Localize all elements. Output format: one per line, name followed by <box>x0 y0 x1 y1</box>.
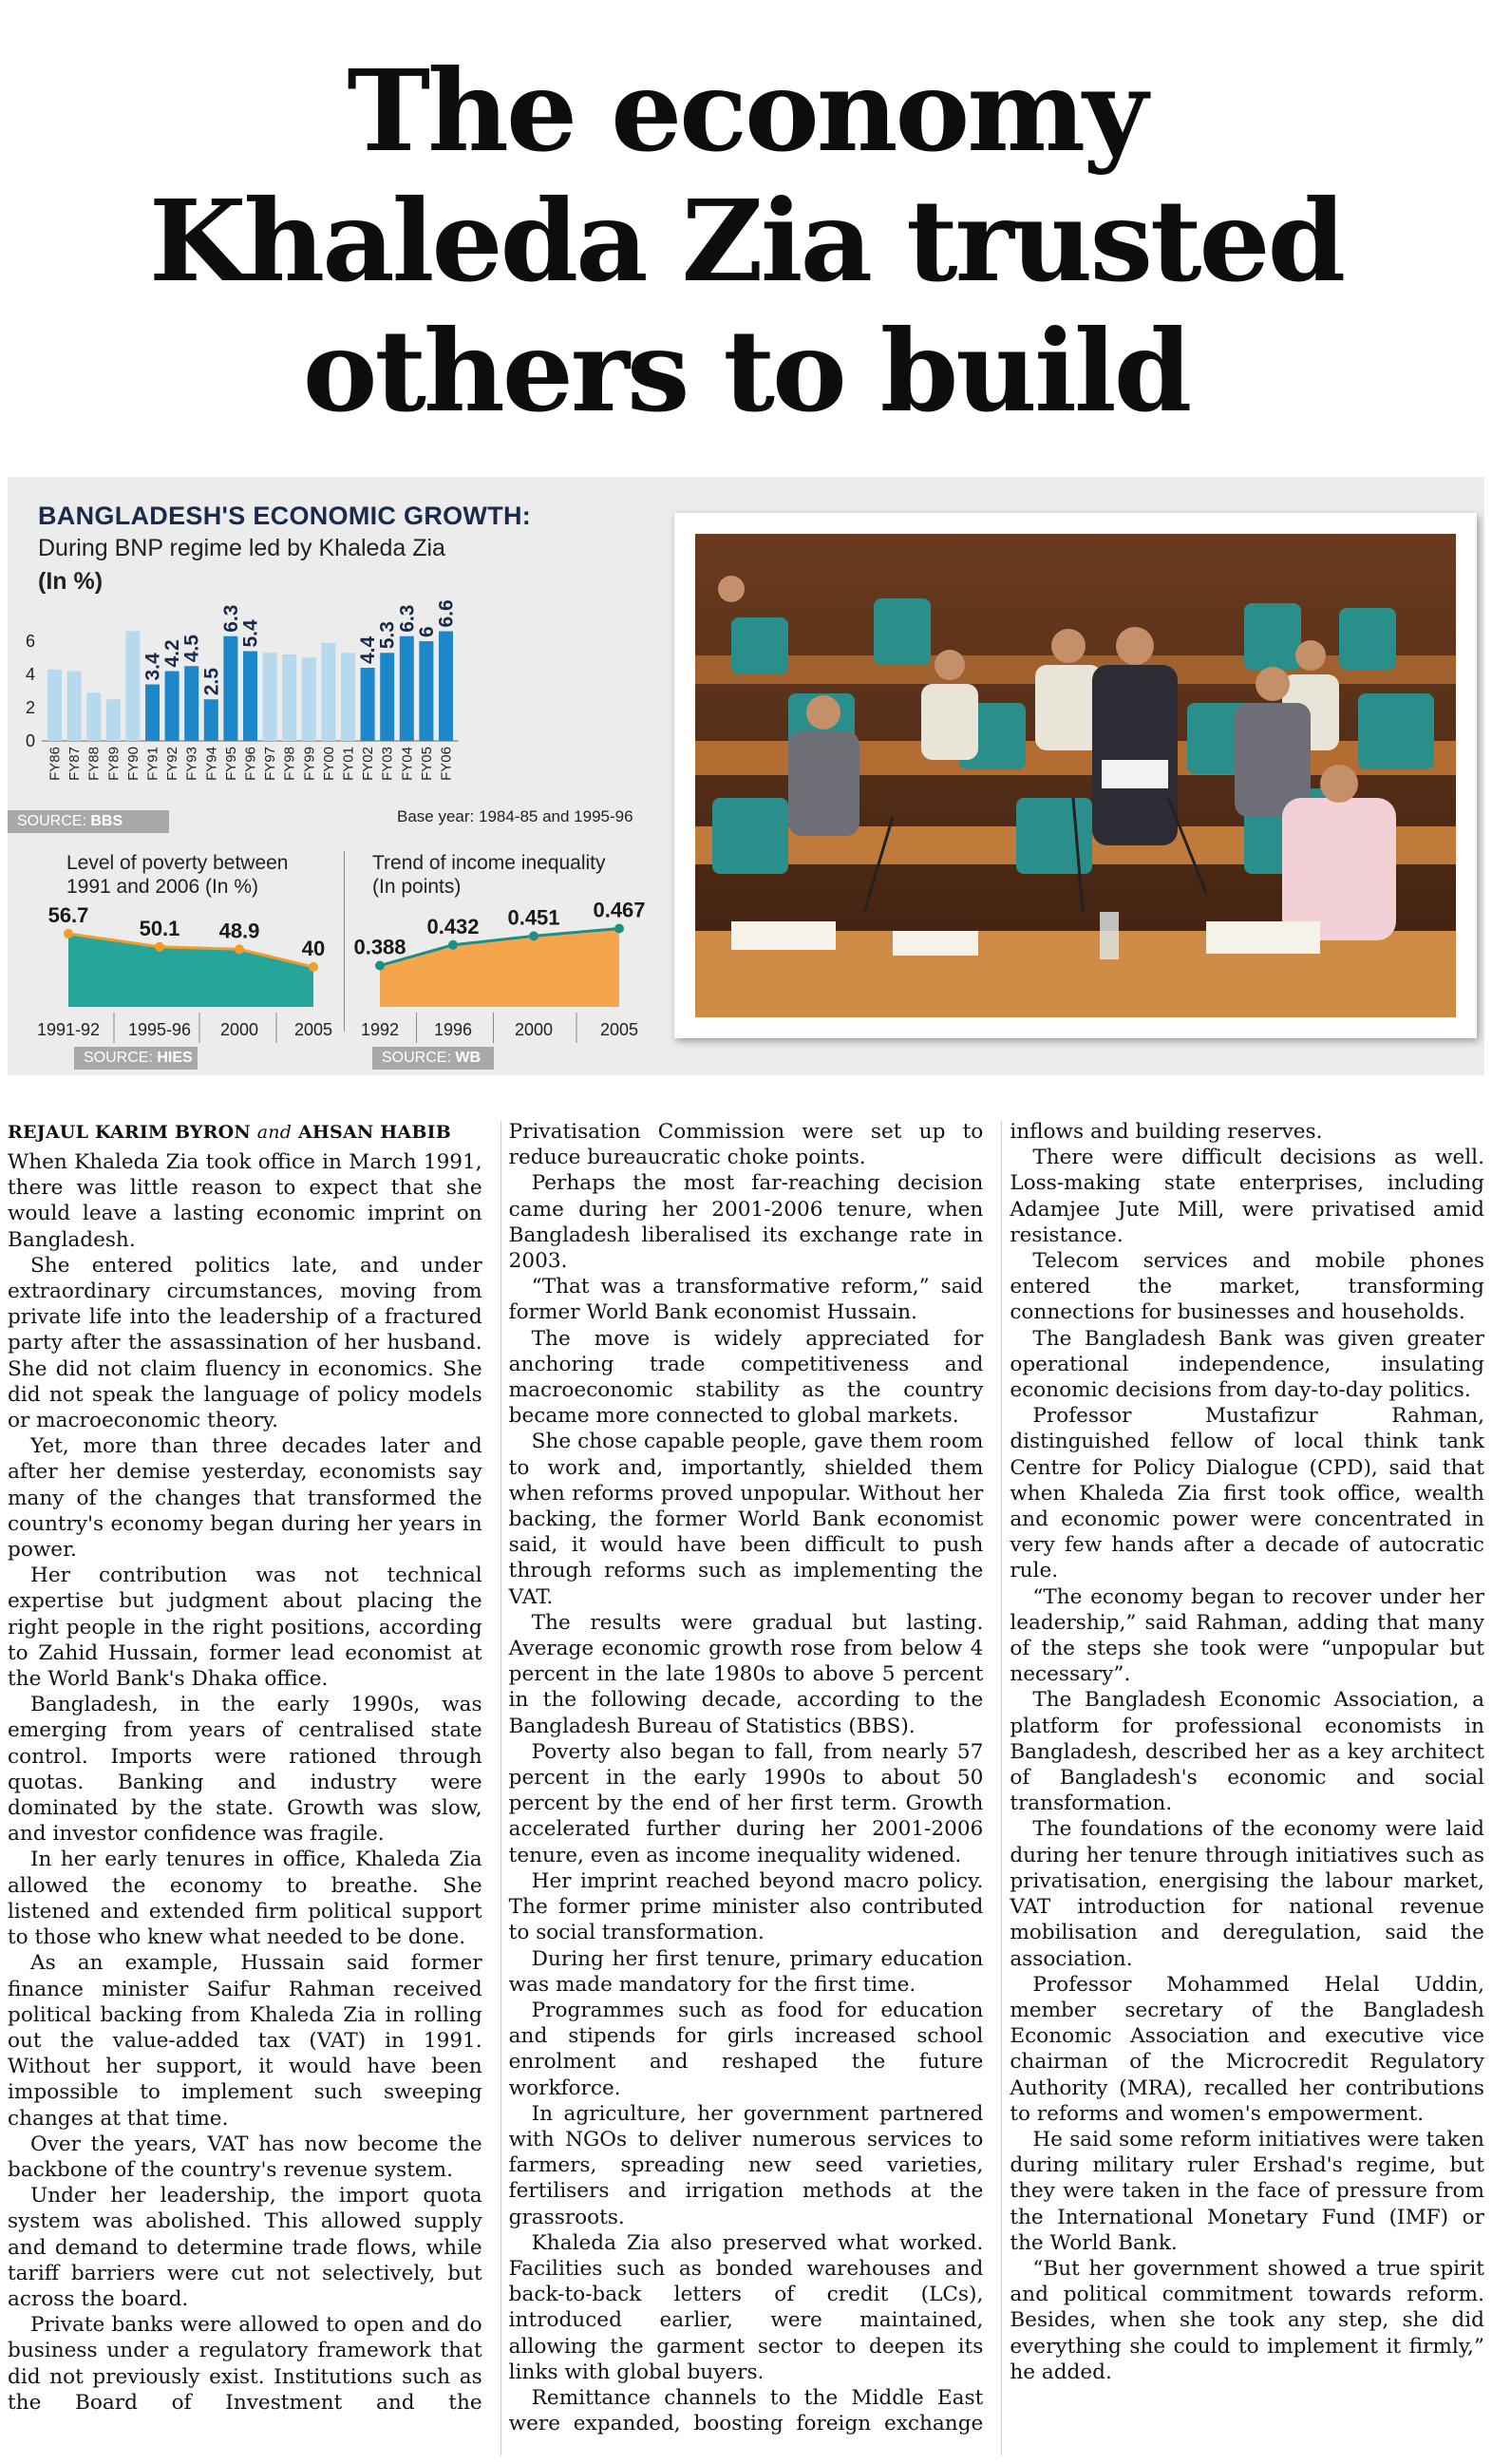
headline-line: The economy <box>347 45 1145 177</box>
data-label: 0.388 <box>353 935 406 959</box>
article-paragraph: Yet, more than three decades later and after her demise yesterday, economists say many of the changes that transformed the country's economy began during her years in power. <box>8 1434 482 1563</box>
data-point <box>614 923 624 933</box>
data-label: 6.3 <box>219 604 242 633</box>
article-paragraph: The Bangladesh Bank was given greater operational independence, insulating economic decisions from day-to-day politics. <box>1010 1326 1484 1403</box>
growth-bar <box>106 699 121 741</box>
data-label: 6.6 <box>435 599 458 628</box>
article-paragraph: There were difficult decisions as well. Loss-making state enterprises, including Adamjee Jute Mill, were privatised amid resistance. <box>1010 1146 1484 1247</box>
data-label: 48.9 <box>218 919 260 943</box>
y-tick-label: 6 <box>25 632 36 651</box>
parliament-photo-image <box>674 513 1477 1038</box>
byline-author: REJAUL KARIM BYRON <box>8 1122 251 1143</box>
growth-bar <box>282 654 296 741</box>
x-tick-label: FY99 <box>301 747 318 781</box>
x-tick-label: 1992 <box>360 1020 400 1039</box>
data-label: 5.3 <box>376 621 399 650</box>
inequality-chart-title <box>372 851 606 899</box>
y-tick-label: 0 <box>25 731 36 750</box>
x-tick-label: FY95 <box>222 747 239 781</box>
article-paragraph: Her contribution was not technical expertise but judgment about placing the right people in the right positions, according to Zahid Hussain, former lead economist at the World Bank's Dhaka office. <box>8 1564 482 1692</box>
area-fill <box>68 934 313 1007</box>
x-tick-label: FY01 <box>340 747 357 781</box>
x-tick-label: FY96 <box>242 747 259 781</box>
article-paragraph: Programmes such as food for education and stipends for girls increased school enrolment and reshaped the future workforce. <box>508 1998 984 2100</box>
growth-bar <box>125 632 140 742</box>
x-tick-label: 1991-92 <box>36 1020 101 1039</box>
byline-author: AHSAN HABIB <box>297 1122 451 1143</box>
data-label: 0.451 <box>507 905 560 930</box>
growth-bar <box>243 652 257 742</box>
article-paragraph: Poverty also began to fall, from nearly 57 percent in the early 1990s to about 50 percent by the end of her first term. Growth accelerated further during her 2001-2006 tenure, even as income inequality widened. <box>508 1739 984 1867</box>
article-paragraph: Under her leadership, the import quota system was abolished. This allowed supply and demand to determine trade flows, while tariff barriers were cut not selectively, but across the board. <box>8 2184 482 2311</box>
poverty-title-line: Level of poverty between <box>66 852 289 874</box>
article-paragraph: Khaleda Zia also preserved what worked. Facilities such as bonded warehouses and back-to-back letters of credit (LCs), introduced earlier, were maintained, allowing the garment sector to deepen its links with global buyers. <box>508 2230 984 2384</box>
x-tick-label: FY91 <box>144 747 161 781</box>
data-label: 0.432 <box>426 914 480 938</box>
growth-bar <box>400 636 414 741</box>
inequality-area-chart <box>344 902 657 1045</box>
article-paragraph: The move is widely appreciated for anchoring trade competitiveness and macroeconomic stability as the country became more connected to global markets. <box>508 1326 984 1429</box>
source-name: WB <box>455 1050 482 1066</box>
article-paragraph: Remittance channels to the Middle East were expanded, boosting foreign exchange inflows and building reserves. <box>508 1120 1323 2436</box>
data-label: 5.4 <box>239 619 262 648</box>
growth-source-tag <box>8 810 169 833</box>
growth-bar <box>204 699 218 741</box>
source-name: HIES <box>157 1050 193 1066</box>
article-paragraph: The results were gradual but lasting. Average economic growth rose from below 4 percent in the late 1980s to above 5 percent in the following decade, according to the Bangladesh Bureau of Statistics (BBS). <box>508 1610 984 1738</box>
article-paragraph: Her imprint reached beyond macro policy. The former prime minister also contributed to social transformation. <box>508 1868 984 1945</box>
data-label: 50.1 <box>139 916 180 940</box>
article-paragraph: Over the years, VAT has now become the backbone of the country's revenue system. <box>8 2132 482 2182</box>
growth-bar <box>419 641 433 741</box>
poverty-title-line: 1991 and 2006 (In %) <box>66 876 258 898</box>
data-point <box>529 931 538 940</box>
growth-bar <box>145 685 160 742</box>
x-tick-label: FY04 <box>399 747 416 781</box>
x-tick-label: FY00 <box>320 747 337 781</box>
headline-line: others to build <box>302 305 1190 437</box>
x-tick-label: FY02 <box>360 747 377 781</box>
data-point <box>155 942 164 952</box>
byline <box>8 1119 482 1146</box>
x-tick-label: 2005 <box>599 1020 639 1039</box>
poverty-area-chart <box>19 902 361 1045</box>
headline <box>0 46 1492 436</box>
article-paragraph: “But her government showed a true spirit and political commitment towards reform. Besides, when she took any step, she did everything she could to implement it firmly,” he added. <box>1010 2256 1484 2384</box>
x-tick-label: FY88 <box>85 747 103 781</box>
article-paragraph: Private banks were allowed to open and do business under a regulatory framework that did not previously exist. Institutions such as the Board of Investment and the Privatisation Commission were set up to reduce bureaucratic choke points. <box>8 1120 984 2415</box>
article-paragraph: The foundations of the economy were laid during her tenure through initiatives such as privatisation, energising the labour market, VAT introduction for national revenue mobilisation and deregulation, said the association. <box>1010 1817 1484 1971</box>
growth-bar <box>321 643 335 741</box>
article-paragraph: Telecom services and mobile phones entered the market, transforming connections for businesses and households. <box>1010 1249 1484 1325</box>
x-tick-label: FY98 <box>281 747 298 781</box>
base-year-note: Base year: 1984-85 and 1995-96 <box>397 807 633 825</box>
headline-line: Khaleda Zia trusted <box>148 175 1344 307</box>
source-label: SOURCE: <box>17 813 86 829</box>
data-label: 6.3 <box>396 604 419 633</box>
x-tick-label: 1995-96 <box>127 1020 192 1039</box>
growth-chart-subtitle: During BNP regime led by Khaleda Zia <box>38 535 445 561</box>
x-tick-label: FY92 <box>164 747 181 781</box>
article-paragraphs <box>8 1119 1484 2458</box>
growth-chart-title: BANGLADESH'S ECONOMIC GROWTH: <box>38 502 532 530</box>
article-paragraph: Professor Mohammed Helal Uddin, member secretary of the Bangladesh Economic Association and executive vice chairman of the Microcredit Regulatory Authority (MRA), recalled her contributions to reforms and women's empowerment. <box>1010 1972 1484 2126</box>
data-label: 4.2 <box>161 639 184 668</box>
x-tick-label: 2000 <box>514 1020 554 1039</box>
inequality-title-line: (In points) <box>372 876 462 898</box>
x-tick-label: FY06 <box>438 747 455 781</box>
x-tick-label: 2000 <box>219 1020 259 1039</box>
growth-bar <box>67 672 82 742</box>
data-point <box>309 962 318 972</box>
growth-bar <box>341 653 355 741</box>
growth-bar <box>380 653 394 741</box>
data-label: 56.7 <box>47 902 89 927</box>
article-paragraph: When Khaleda Zia took office in March 1991, there was little reason to expect that she would leave a lasting economic imprint on Bangladesh. <box>8 1150 482 1252</box>
article-body <box>8 1119 1484 2458</box>
growth-bar <box>263 653 277 741</box>
article-paragraph: In her early tenures in office, Khaleda Zia allowed the economy to breathe. She listened and extended firm political support to those who knew what needed to be done. <box>8 1848 482 1950</box>
x-tick-label: FY05 <box>418 747 435 781</box>
x-tick-label: FY89 <box>105 747 123 781</box>
y-tick-label: 4 <box>25 665 36 684</box>
data-label: 40 <box>301 937 326 960</box>
poverty-chart-title <box>66 851 288 899</box>
poverty-source-tag <box>74 1047 198 1070</box>
byline-conjunction: and <box>256 1122 293 1143</box>
article-paragraph: As an example, Hussain said former finance minister Saifur Rahman received political backing from Khaleda Zia in rolling out the value-added tax (VAT) in 1991. Without her support, it would have been impossible to implement such sweeping changes at that time. <box>8 1951 482 2131</box>
article-paragraph: She chose capable people, gave them room to work and, importantly, shielded them when reforms proved unpopular. Without her backing, the former World Bank economist said, it would have been difficult to push through reforms such as implementing the VAT. <box>508 1430 984 1609</box>
data-label: 2.5 <box>200 668 223 696</box>
growth-bar <box>439 632 453 742</box>
y-tick-label: 2 <box>25 698 36 717</box>
data-point <box>375 961 385 971</box>
x-tick-label: 1996 <box>433 1020 473 1039</box>
growth-bar <box>223 636 237 741</box>
source-label: SOURCE: <box>382 1050 451 1066</box>
data-label: 0.467 <box>593 902 646 922</box>
growth-bar <box>184 666 198 741</box>
x-tick-label: 2005 <box>293 1020 333 1039</box>
source-name: BBS <box>90 813 123 829</box>
article-paragraph: Professor Mustafizur Rahman, distinguished fellow of local think tank Centre for Policy Dialogue (CPD), said that when Khaleda Zia first took office, wealth and economic power were concentrated in very few hands after a decade of autocratic rule. <box>1010 1404 1484 1583</box>
x-tick-label: FY87 <box>66 747 84 781</box>
growth-bar <box>302 658 316 742</box>
x-tick-label: FY03 <box>379 747 396 781</box>
article-paragraph: During her first tenure, primary education was made mandatory for the first time. <box>508 1946 984 1997</box>
article-paragraph: “The economy began to recover under her leadership,” said Rahman, adding that many of the steps she took were “unpopular but necessary”. <box>1010 1584 1484 1687</box>
data-point <box>235 944 244 954</box>
growth-bar-chart <box>19 598 655 812</box>
x-tick-label: FY94 <box>203 747 220 781</box>
article-paragraph: “That was a transformative reform,” said former World Bank economist Hussain. <box>508 1275 984 1325</box>
growth-bar <box>47 670 62 741</box>
growth-bar <box>361 668 375 741</box>
source-label: SOURCE: <box>84 1050 153 1066</box>
data-point <box>64 929 73 938</box>
growth-chart-unit: (In %) <box>38 568 104 595</box>
growth-bar <box>165 672 179 742</box>
article-paragraph: Perhaps the most far-reaching decision came during her 2001-2006 tenure, when Bangladesh liberalised its exchange rate in 2003. <box>508 1171 984 1274</box>
data-point <box>448 940 458 950</box>
article-paragraph: She entered politics late, and under extraordinary circumstances, moving from private life into the leadership of a fractured party after the assassination of her husband. She did not claim fluency in economics. She did not speak the language of policy models or macroeconomic theory. <box>8 1253 482 1433</box>
growth-bar <box>86 692 101 741</box>
parliament-photo <box>674 513 1477 1038</box>
data-label: 4.4 <box>357 635 380 664</box>
inequality-source-tag <box>372 1047 494 1070</box>
article-paragraph: He said some reform initiatives were taken during military ruler Ershad's regime, but they were taken in the face of pressure from the International Monetary Fund (IMF) or the World Bank. <box>1010 2127 1484 2255</box>
inequality-title-line: Trend of income inequality <box>372 852 606 874</box>
x-tick-label: FY86 <box>47 747 64 781</box>
data-label: 4.5 <box>180 635 203 663</box>
x-tick-label: FY90 <box>124 747 142 781</box>
article-paragraph: Bangladesh, in the early 1990s, was emerging from years of centralised state control. Imports were rationed through quotas. Banking and industry were dominated by the state. Growth was slow, and investor confidence was fragile. <box>8 1693 482 1847</box>
article-paragraph: The Bangladesh Economic Association, a platform for professional economists in Bangladesh, described her as a key architect of Bangladesh's economic and social transformation. <box>1010 1688 1484 1816</box>
article-paragraph: In agriculture, her government partnered with NGOs to deliver numerous services to farmers, spreading new seed varieties, fertilisers and irrigation methods at the grassroots. <box>508 2101 984 2229</box>
data-label: 6 <box>415 626 438 637</box>
x-tick-label: FY93 <box>183 747 200 781</box>
data-label: 3.4 <box>142 653 164 681</box>
x-tick-label: FY97 <box>262 747 279 781</box>
